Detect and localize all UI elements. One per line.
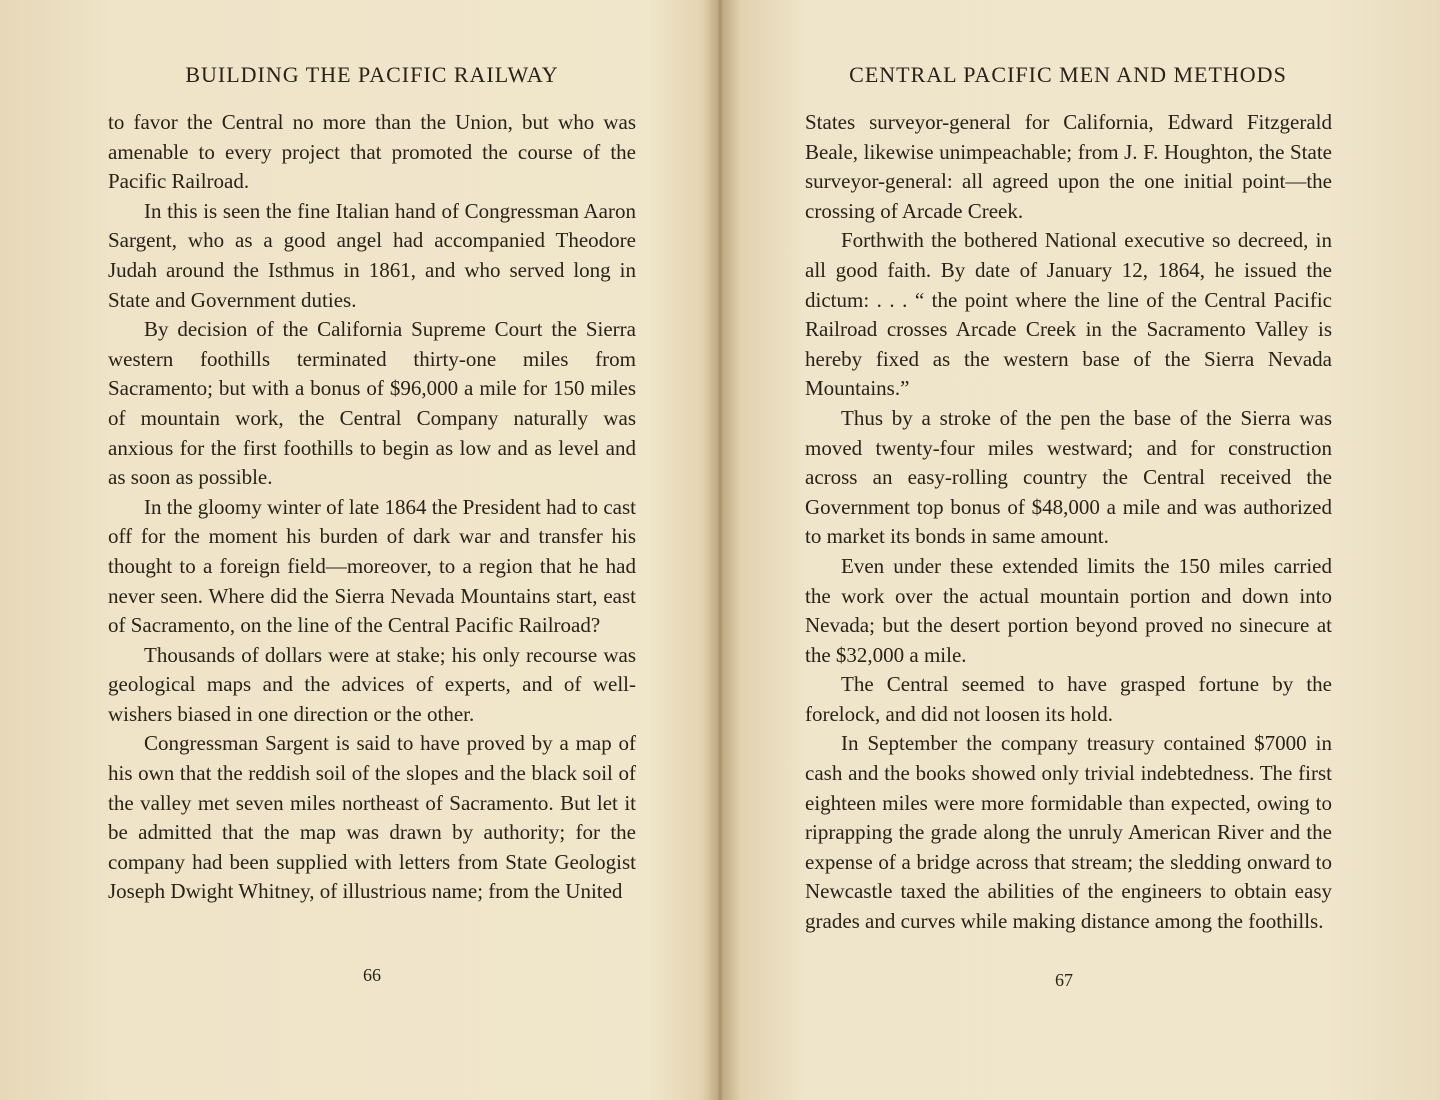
paragraph: By decision of the California Supreme Court the Sierra western foothills terminated thirty-one miles from Sacramento; but with a bonus of $96,000 a mile for 150 miles of mountain work, the Central Company naturally was anxious for the first foothills to begin as low and as level and as soon as possible.: [108, 317, 636, 490]
paragraph: to favor the Central no more than the Union, but who was amenable to every project that promoted the course of the Pacific Railroad.: [108, 110, 636, 194]
running-head-left: BUILDING THE PACIFIC RAILWAY: [185, 62, 559, 87]
page-number-left: 66: [363, 965, 381, 985]
paragraph: In this is seen the fine Italian hand of Congressman Aaron Sargent, who as a good angel had accompanied Theodore Judah around the Isthmus in 1861, and who served long in State and Government duties.: [108, 198, 636, 312]
paragraph: In September the company treasury contained $7000 in cash and the books showed only trivial indebtedness. The first eighteen miles were more formidable than expected, owing to riprapping the grade along the unruly American River and the expense of a bridge across that stream; the sledding onward to Newcastle taxed the abilities of the engineers to obtain easy grades and curves while making distance among the foothills.: [805, 731, 1332, 934]
running-head-right: CENTRAL PACIFIC MEN AND METHODS: [849, 62, 1287, 87]
paragraph: Forthwith the bothered National executive so decreed, in all good faith. By date of January 12, 1864, he issued the dictum: . . . “ the point where the line of the Central Pacific Railroad crosses Arcade Creek in the Sacramento Valley is hereby fixed as the western base of the Sierra Nevada Mountains.”: [805, 228, 1332, 401]
paragraph: In the gloomy winter of late 1864 the President had to cast off for the moment his burden of dark war and transfer his thought to a foreign field—moreover, to a region that he had never seen. Where did the Sierra Nevada Mountains start, east of Sacramento, on the line of the Central Pacific Railroad?: [108, 494, 636, 638]
right-page-body: [805, 108, 1332, 937]
paragraph: Thousands of dollars were at stake; his only recourse was geological maps and the advices of experts, and of well-wishers biased in one direction or the other.: [108, 642, 636, 726]
right-page: [720, 0, 1440, 1100]
page-number-right: 67: [1055, 970, 1073, 990]
paragraph: Congressman Sargent is said to have proved by a map of his own that the reddish soil of the slopes and the black soil of the valley met seven miles northeast of Sacramento. But let it be admitted that the map was drawn by authority; for the company had been supplied with letters from State Geologist Joseph Dwight Whitney, of illustrious name; from the United: [108, 731, 636, 904]
paragraph: States surveyor-general for California, Edward Fitzgerald Beale, likewise unimpeachable; from J. F. Houghton, the State surveyor-general: all agreed upon the one initial point—the crossing of Arcade Creek.: [805, 110, 1332, 223]
paragraph: Even under these extended limits the 150 miles carried the work over the actual mountain portion and down into Nevada; but the desert portion beyond proved no sinecure at the $32,000 a mile.: [805, 553, 1332, 667]
paragraph: Thus by a stroke of the pen the base of the Sierra was moved twenty-four miles westward; and for construction across an easy-rolling country the Central received the Government top bonus of $48,000 a mile and was authorized to market its bonds in same amount.: [805, 405, 1332, 549]
paragraph: The Central seemed to have grasped fortune by the forelock, and did not loosen its hold.: [805, 672, 1332, 726]
left-page-body: [108, 108, 636, 907]
